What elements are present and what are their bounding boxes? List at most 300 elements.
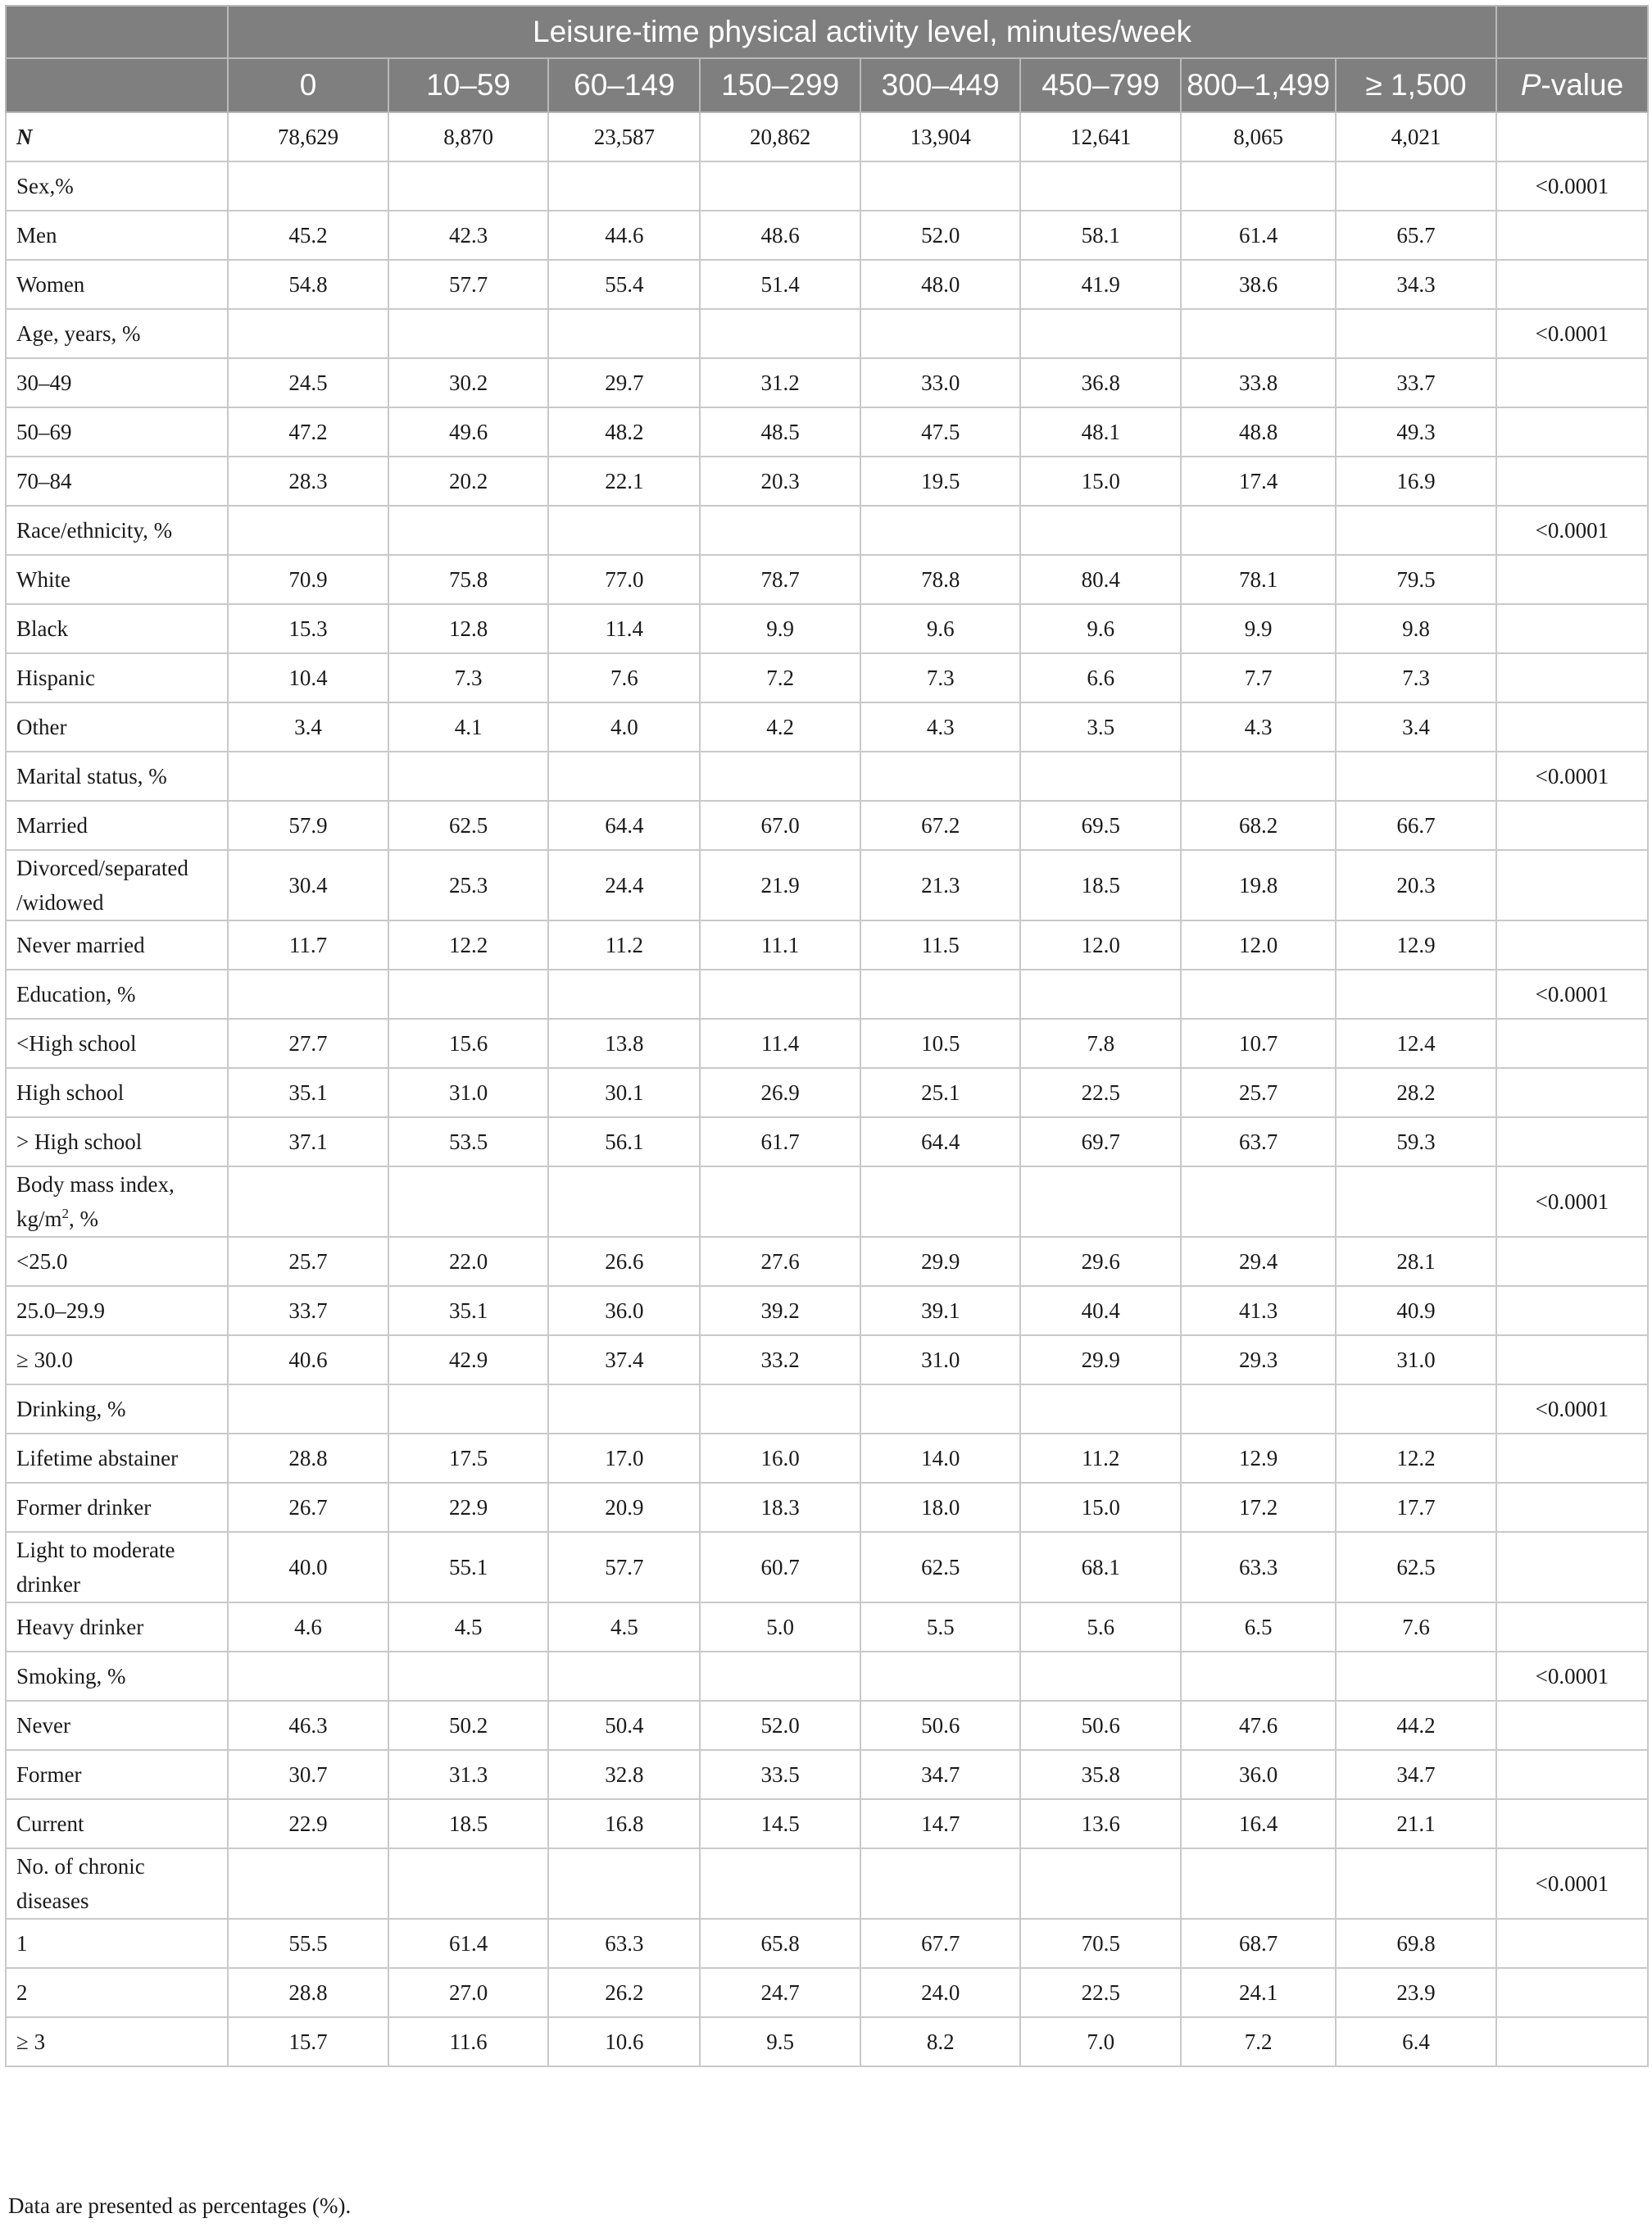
table-cell: 11.4 [700,1019,860,1068]
table-row [6,920,1648,970]
table-row [6,1384,1648,1434]
table-cell: 18.5 [388,1799,549,1848]
table-cell: 65.7 [1336,211,1496,260]
table-cell: 46.3 [228,1701,388,1750]
table-cell: 36.0 [548,1286,700,1335]
table-cell: 22.1 [548,457,700,506]
table-row [6,260,1648,309]
row-label: 2 [6,1968,228,2017]
table-cell: 9.9 [1181,604,1336,653]
pvalue-cell: <0.0001 [1496,1848,1648,1919]
table-cell: 33.5 [700,1750,860,1799]
table-cell: 30.1 [548,1068,700,1117]
table-cell: 30.4 [228,850,388,920]
header-span-title: Leisure-time physical activity level, minutes/week [228,6,1496,58]
table-cell: 11.2 [1020,1434,1181,1483]
table-cell: 31.3 [388,1750,549,1799]
row-label: Drinking, % [6,1384,228,1434]
table-cell [860,161,1021,211]
table-cell: 34.3 [1336,260,1496,309]
pvalue-cell: <0.0001 [1496,1166,1648,1237]
table-cell [228,1166,388,1237]
table-row [6,1602,1648,1652]
table-row [6,1286,1648,1335]
table-cell [1020,1848,1181,1919]
table-cell: 17.5 [388,1434,549,1483]
table-cell [860,1848,1021,1919]
table-cell: 33.2 [700,1335,860,1384]
table-row [6,1532,1648,1602]
table-row [6,1701,1648,1750]
pvalue-cell [1496,1602,1648,1652]
row-label: ≥ 3 [6,2017,228,2066]
table-row [6,1068,1648,1117]
table-cell: 12.0 [1181,920,1336,970]
table-cell: 68.7 [1181,1919,1336,1968]
table-cell [1336,1384,1496,1434]
table-cell: 37.4 [548,1335,700,1384]
row-label: Age, years, % [6,309,228,358]
table-cell: 8,065 [1181,112,1336,161]
table-cell: 7.8 [1020,1019,1181,1068]
row-label: Sex,% [6,161,228,211]
table-cell [860,1166,1021,1237]
row-label [6,1166,228,1237]
table-cell: 29.6 [1020,1237,1181,1286]
table-cell: 45.2 [228,211,388,260]
table-cell: 78,629 [228,112,388,161]
pvalue-cell [1496,604,1648,653]
table-cell: 25.7 [228,1237,388,1286]
table-cell [1020,309,1181,358]
table-cell: 12.2 [388,920,549,970]
table-cell: 31.0 [388,1068,549,1117]
table-cell: 18.0 [860,1483,1021,1532]
table-cell: 31.0 [860,1335,1021,1384]
table-cell: 25.1 [860,1068,1021,1117]
table-cell: 15.3 [228,604,388,653]
table-row [6,211,1648,260]
pvalue-cell: <0.0001 [1496,161,1648,211]
table-cell: 40.4 [1020,1286,1181,1335]
table-cell: 7.3 [1336,653,1496,702]
pvalue-cell [1496,1701,1648,1750]
table-cell [388,1384,549,1434]
table-cell: 28.1 [1336,1237,1496,1286]
table-cell [388,1652,549,1701]
table-cell: 26.7 [228,1483,388,1532]
table-row [6,112,1648,161]
row-label: <High school [6,1019,228,1068]
table-cell: 27.0 [388,1968,549,2017]
table-row [6,1335,1648,1384]
table-cell: 30.7 [228,1750,388,1799]
table-cell [860,1652,1021,1701]
row-label: Divorced/separated /widowed [6,850,228,920]
table-cell [1181,1384,1336,1434]
table-cell: 42.3 [388,211,549,260]
pvalue-cell [1496,2017,1648,2066]
table-cell: 21.3 [860,850,1021,920]
table-cell [228,970,388,1019]
table-cell: 41.3 [1181,1286,1336,1335]
table-cell: 7.2 [700,653,860,702]
table-cell [1181,752,1336,801]
pvalue-header-italic: P [1520,68,1541,102]
table-cell: 37.1 [228,1117,388,1166]
table-cell: 7.3 [860,653,1021,702]
row-label: Other [6,702,228,752]
table-cell: 54.8 [228,260,388,309]
row-label: 70–84 [6,457,228,506]
table-cell: 32.8 [548,1750,700,1799]
row-label: > High school [6,1117,228,1166]
table-cell: 58.1 [1020,211,1181,260]
table-cell: 79.5 [1336,555,1496,604]
table-cell: 30.2 [388,358,549,407]
table-cell: 28.2 [1336,1068,1496,1117]
table-row [6,407,1648,457]
table-cell: 39.2 [700,1286,860,1335]
table-cell [1336,1166,1496,1237]
table-cell: 25.7 [1181,1068,1336,1117]
table-row [6,604,1648,653]
table-cell [228,1384,388,1434]
row-label [6,112,228,161]
table-cell: 9.6 [1020,604,1181,653]
table-cell: 4.6 [228,1602,388,1652]
table-cell: 62.5 [860,1532,1021,1602]
table-cell [700,506,860,555]
table-cell: 19.8 [1181,850,1336,920]
column-header: 800–1,499 [1181,58,1336,112]
table-cell: 9.9 [700,604,860,653]
table-cell [1020,506,1181,555]
row-label: Never [6,1701,228,1750]
table-cell: 13.8 [548,1019,700,1068]
table-cell: 16.8 [548,1799,700,1848]
table-cell [548,1384,700,1434]
table-cell: 78.1 [1181,555,1336,604]
table-cell [548,161,700,211]
table-cell: 24.7 [700,1968,860,2017]
table-cell [700,1166,860,1237]
table-cell: 48.5 [700,407,860,457]
table-cell: 53.5 [388,1117,549,1166]
table-row [6,1434,1648,1483]
footnote: Data are presented as percentages (%). [8,2193,352,2218]
row-label-text: Body mass index, kg/m [16,1172,175,1231]
table-cell [228,1848,388,1919]
table-cell: 55.1 [388,1532,549,1602]
table-cell: 57.7 [548,1532,700,1602]
table-cell: 40.9 [1336,1286,1496,1335]
row-label: Current [6,1799,228,1848]
pvalue-cell [1496,112,1648,161]
table-cell: 36.0 [1181,1750,1336,1799]
table-cell: 63.3 [1181,1532,1336,1602]
pvalue-cell: <0.0001 [1496,506,1648,555]
table-cell: 35.8 [1020,1750,1181,1799]
table-cell: 22.0 [388,1237,549,1286]
table-cell: 17.2 [1181,1483,1336,1532]
table-cell [700,1384,860,1434]
table-cell [1336,161,1496,211]
row-label: 25.0–29.9 [6,1286,228,1335]
table-cell: 16.4 [1181,1799,1336,1848]
table-cell: 25.3 [388,850,549,920]
table-cell: 59.3 [1336,1117,1496,1166]
table-cell: 29.9 [860,1237,1021,1286]
table-cell: 69.7 [1020,1117,1181,1166]
row-label: Race/ethnicity, % [6,506,228,555]
table-cell: 7.7 [1181,653,1336,702]
table-cell [548,1848,700,1919]
table-cell: 10.5 [860,1019,1021,1068]
table-cell: 33.7 [1336,358,1496,407]
table-cell: 60.7 [700,1532,860,1602]
table-cell [228,506,388,555]
row-label: Former [6,1750,228,1799]
table-cell [548,309,700,358]
table-cell: 47.2 [228,407,388,457]
pvalue-header [1496,58,1648,112]
table-cell: 50.6 [1020,1701,1181,1750]
table-cell [860,1384,1021,1434]
table-cell: 64.4 [860,1117,1021,1166]
table-cell: 16.0 [700,1434,860,1483]
table-cell: 48.1 [1020,407,1181,457]
table-cell: 10.7 [1181,1019,1336,1068]
table-cell [388,1166,549,1237]
table-cell [388,752,549,801]
table-cell: 12.4 [1336,1019,1496,1068]
row-label: Lifetime abstainer [6,1434,228,1483]
table-cell: 22.5 [1020,1068,1181,1117]
table-cell: 15.6 [388,1019,549,1068]
column-header: 450–799 [1020,58,1181,112]
table-cell: 12.2 [1336,1434,1496,1483]
table-cell: 10.4 [228,653,388,702]
table-cell: 21.9 [700,850,860,920]
row-label: Light to moderate drinker [6,1532,228,1602]
table-cell: 48.8 [1181,407,1336,457]
column-header: 0 [228,58,388,112]
table-cell [700,309,860,358]
table-cell [1181,309,1336,358]
column-header-max [1336,58,1496,112]
table-cell [1336,1848,1496,1919]
pvalue-cell [1496,457,1648,506]
table-cell [1181,1166,1336,1237]
row-label: <25.0 [6,1237,228,1286]
pvalue-cell: <0.0001 [1496,752,1648,801]
table-cell [228,752,388,801]
characteristics-table [5,5,1649,2067]
table-cell: 24.4 [548,850,700,920]
table-cell: 69.5 [1020,801,1181,850]
table-cell: 6.4 [1336,2017,1496,2066]
table-cell: 10.6 [548,2017,700,2066]
table-cell: 49.6 [388,407,549,457]
pvalue-cell [1496,1068,1648,1117]
table-cell: 47.6 [1181,1701,1336,1750]
table-cell: 55.4 [548,260,700,309]
table-cell [1181,970,1336,1019]
table-row [6,1799,1648,1848]
table-cell [860,309,1021,358]
row-label-tail: , % [69,1207,99,1231]
table-cell: 48.0 [860,260,1021,309]
table-row [6,2017,1648,2066]
table-cell [700,752,860,801]
row-label: No. of chronic diseases [6,1848,228,1919]
table-cell: 68.2 [1181,801,1336,850]
table-cell: 24.5 [228,358,388,407]
table-cell: 12.9 [1336,920,1496,970]
table-cell [1336,752,1496,801]
column-header-max-text: ≥ 1,500 [1365,68,1467,102]
table-cell: 28.3 [228,457,388,506]
header-blank-top [6,6,228,58]
table-cell: 4.5 [388,1602,549,1652]
table-cell: 27.7 [228,1019,388,1068]
row-label: Former drinker [6,1483,228,1532]
row-label: Never married [6,920,228,970]
table-cell [1181,1848,1336,1919]
table-row [6,1483,1648,1532]
table-cell [548,506,700,555]
header-blank-top-p [1496,6,1648,58]
table-cell: 36.8 [1020,358,1181,407]
table-cell: 56.1 [548,1117,700,1166]
table-cell: 15.7 [228,2017,388,2066]
table-cell: 6.5 [1181,1602,1336,1652]
table-cell: 33.8 [1181,358,1336,407]
table-cell: 80.4 [1020,555,1181,604]
table-cell: 61.4 [388,1919,549,1968]
table-row [6,702,1648,752]
table-cell: 64.4 [548,801,700,850]
table-cell: 52.0 [860,211,1021,260]
table-cell [700,1848,860,1919]
table-cell: 12,641 [1020,112,1181,161]
table-cell: 40.0 [228,1532,388,1602]
table-cell: 24.1 [1181,1968,1336,2017]
table-cell: 11.6 [388,2017,549,2066]
table-cell: 55.5 [228,1919,388,1968]
pvalue-cell [1496,555,1648,604]
table-cell [1336,309,1496,358]
table-cell: 50.4 [548,1701,700,1750]
table-cell: 4.3 [860,702,1021,752]
table-cell: 5.5 [860,1602,1021,1652]
table-cell [1181,1652,1336,1701]
table-row [6,850,1648,920]
row-label-superscript: 2 [61,1206,70,1221]
table-cell: 18.3 [700,1483,860,1532]
table-row [6,309,1648,358]
pvalue-cell [1496,1237,1648,1286]
table-cell: 67.2 [860,801,1021,850]
table-cell: 4.5 [548,1602,700,1652]
table-cell [1020,1652,1181,1701]
table-row [6,506,1648,555]
table-row [6,752,1648,801]
table-cell: 17.0 [548,1434,700,1483]
table-cell: 20.3 [1336,850,1496,920]
table-cell: 38.6 [1181,260,1336,309]
table-row [6,457,1648,506]
pvalue-cell [1496,1019,1648,1068]
row-label: Women [6,260,228,309]
pvalue-cell [1496,358,1648,407]
table-cell: 33.7 [228,1286,388,1335]
pvalue-cell [1496,1750,1648,1799]
column-header: 10–59 [388,58,549,112]
table-cell: 4.2 [700,702,860,752]
table-cell: 20.2 [388,457,549,506]
table-cell [548,1652,700,1701]
table-cell: 57.7 [388,260,549,309]
table-cell: 31.2 [700,358,860,407]
table-cell: 8.2 [860,2017,1021,2066]
table-cell: 69.8 [1336,1919,1496,1968]
row-label: Heavy drinker [6,1602,228,1652]
pvalue-cell [1496,1335,1648,1384]
table-cell: 5.0 [700,1602,860,1652]
table-row [6,555,1648,604]
table-cell: 48.6 [700,211,860,260]
table-cell: 48.2 [548,407,700,457]
table-row [6,1166,1648,1237]
table-body [6,112,1648,2066]
table-cell: 78.7 [700,555,860,604]
header-blank-label [6,58,228,112]
table-row [6,358,1648,407]
table-row [6,1750,1648,1799]
table-cell: 12.0 [1020,920,1181,970]
table-cell [1020,970,1181,1019]
table-cell: 41.9 [1020,260,1181,309]
table-cell: 28.8 [228,1434,388,1483]
table-cell [1020,1166,1181,1237]
table-cell: 33.0 [860,358,1021,407]
row-label: 30–49 [6,358,228,407]
table-cell: 68.1 [1020,1532,1181,1602]
table-cell: 61.7 [700,1117,860,1166]
pvalue-cell: <0.0001 [1496,1384,1648,1434]
table-cell: 61.4 [1181,211,1336,260]
table-cell: 15.0 [1020,1483,1181,1532]
table-cell: 14.7 [860,1799,1021,1848]
table-cell: 7.6 [548,653,700,702]
table-row [6,1019,1648,1068]
pvalue-cell [1496,211,1648,260]
table-cell: 44.2 [1336,1701,1496,1750]
pvalue-cell [1496,653,1648,702]
table-cell: 18.5 [1020,850,1181,920]
table-cell: 11.4 [548,604,700,653]
table-cell: 17.7 [1336,1483,1496,1532]
table-cell: 16.9 [1336,457,1496,506]
table-cell [228,1652,388,1701]
row-label: High school [6,1068,228,1117]
table-cell: 5.6 [1020,1602,1181,1652]
table-cell: 62.5 [388,801,549,850]
table-row [6,1968,1648,2017]
table-cell: 66.7 [1336,801,1496,850]
